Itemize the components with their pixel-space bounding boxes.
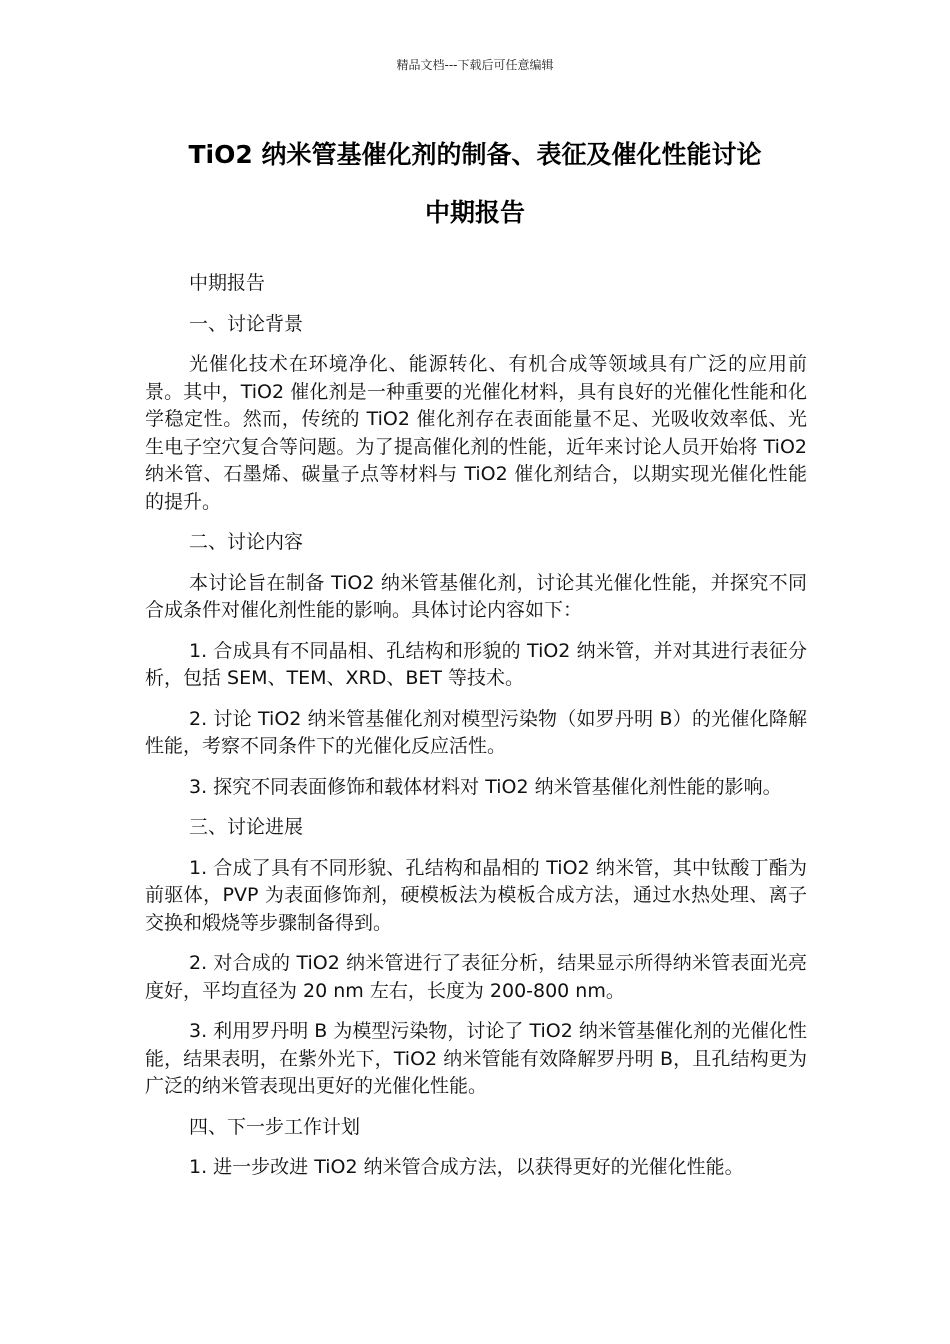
list-item-plan-1: 1. 进一步改进 TiO2 纳米管合成方法，以获得更好的光催化性能。 [189,1156,744,1178]
paragraph-background: 光催化技术在环境净化、能源转化、有机合成等领域具有广泛的应用前景。其中，TiO2 催化剂是一种重要的光催化材料，具有良好的光催化性能和化学稳定性。然而，传统的 TiO2 催化剂存在表面能量不足、光吸收效率低、光生电子空穴复合等问题。为了提高催化剂的性能，近年来讨论人员开始将 TiO2 纳米管、石墨烯、碳量子点等材料与 TiO2 催化剂结合，以期实现光催化性能的提升。 [145,353,807,513]
paragraph-content-intro: 本讨论旨在制备 TiO2 纳米管基催化剂，讨论其光催化性能，并探究不同合成条件对催化剂性能的影响。具体讨论内容如下： [145,571,807,621]
list-item-content-3: 3. 探究不同表面修饰和载体材料对 TiO2 纳米管基催化剂性能的影响。 [189,775,782,798]
list-item-content-1: 1. 合成具有不同晶相、孔结构和形貌的 TiO2 纳米管，并对其进行表征分析，包括 SEM、TEM、XRD、BET 等技术。 [145,639,807,689]
list-item-progress-3: 3. 利用罗丹明 B 为模型污染物，讨论了 TiO2 纳米管基催化剂的光催化性能，结果表明，在紫外光下，TiO2 纳米管能有效降解罗丹明 B，且孔结构更为广泛的纳米管表现出更好的光催化性能。 [145,1020,807,1097]
list-item-progress-2: 2. 对合成的 TiO2 纳米管进行了表征分析，结果显示所得纳米管表面光亮度好，平均直径为 20 nm 左右，长度为 200-800 nm。 [145,952,807,1002]
list-item-content-2: 2. 讨论 TiO2 纳米管基催化剂对模型污染物（如罗丹明 B）的光催化降解性能，考察不同条件下的光催化反应活性。 [145,707,807,757]
document-subtitle: 中期报告 [424,198,525,227]
section-heading-background: 一、讨论背景 [189,312,304,335]
section-heading-plan: 四、下一步工作计划 [189,1115,361,1138]
list-item-progress-1: 1. 合成了具有不同形貌、孔结构和晶相的 TiO2 纳米管，其中钛酸丁酯为前驱体，PVP 为表面修饰剂，硬模板法为模板合成方法，通过水热处理、离子交换和煅烧等步骤制备得到。 [145,856,807,934]
section-heading-progress: 三、讨论进展 [189,816,304,838]
paragraph-label: 中期报告 [189,272,266,294]
document-title: TiO2 纳米管基催化剂的制备、表征及催化性能讨论 [188,140,762,169]
page-header: 精品文档---下载后可任意编辑 [396,58,554,72]
document-body [145,270,807,1195]
section-heading-content: 二、讨论内容 [189,531,304,553]
